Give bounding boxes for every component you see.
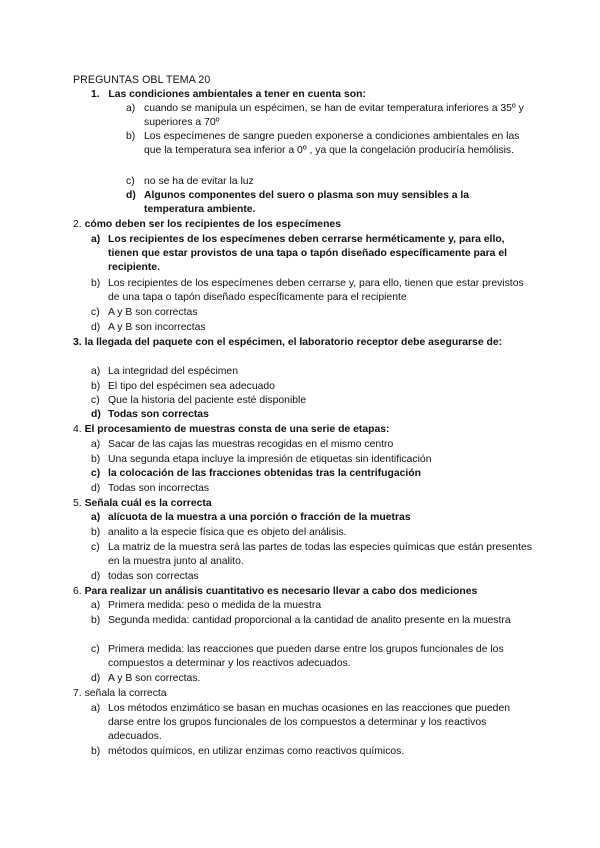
option-letter: a) xyxy=(91,600,101,611)
option-b xyxy=(91,277,536,305)
option-b xyxy=(91,453,536,467)
option-text: cuando se manipula un espécimen, se han de evitar temperatura inferiores a 35º y superiores a 70º xyxy=(144,103,524,129)
option-letter: a) xyxy=(91,439,101,450)
question-1 xyxy=(91,88,551,102)
option-text: Los métodos enzimático se basan en muchas ocasiones en las reacciones que pueden darse entre los grupos funcionales de los compuestos a determinar y los reactivos adecuados. xyxy=(108,703,511,743)
question-4 xyxy=(73,423,543,437)
question-text: la llegada del paquete con el espécimen, el laboratorio receptor debe asegurarse de: xyxy=(84,337,503,348)
option-letter: d) xyxy=(91,673,101,684)
option-text: A y B son incorrectas xyxy=(108,322,206,333)
question-text: Señala cuál es la correcta xyxy=(84,498,212,509)
question-number: 6. xyxy=(73,586,82,597)
option-a xyxy=(91,438,536,452)
question-number: 1. xyxy=(91,89,100,100)
option-text: Los recipientes de los especímenes deben cerrarse y, para ello, tienen que estar previstos de una tapa o tapón diseñado específicamente para el recipiente xyxy=(108,278,524,304)
option-text: Los especímenes de sangre pueden exponerse a condiciones ambientales en las que la temperatura sea inferior a 0º , ya que la congelación produciría hemólisis. xyxy=(144,131,520,157)
option-b xyxy=(91,614,536,628)
option-text: Una segunda etapa incluye la impresión de etiquetas sin identificación xyxy=(108,454,432,465)
option-text: Todas son correctas xyxy=(108,409,209,420)
option-a xyxy=(91,599,536,613)
option-text: Segunda medida: cantidad proporcional a la cantidad de analito presente en la muestra xyxy=(108,615,511,626)
option-letter: a) xyxy=(126,103,136,114)
option-text: Todas son incorrectas xyxy=(108,483,210,494)
option-letter: c) xyxy=(91,468,101,479)
option-letter: c) xyxy=(91,542,100,553)
option-text: Los recipientes de los especímenes deben cerrarse herméticamente y, para ello, tienen que estar provistos de una tapa o tapón diseñado específicamente para el recipiente. xyxy=(108,234,507,274)
option-letter: c) xyxy=(126,176,135,187)
option-letter: c) xyxy=(91,644,100,655)
question-number: 2. xyxy=(73,219,82,230)
question-text: Para realizar un análisis cuantitativo es necesario llevar a cabo dos mediciones xyxy=(84,586,478,597)
option-letter: d) xyxy=(91,322,101,333)
option-b xyxy=(91,745,536,759)
option-c xyxy=(126,175,526,189)
option-d xyxy=(91,570,536,584)
document-title: PREGUNTAS OBL TEMA 20 xyxy=(73,74,211,86)
option-letter: d) xyxy=(91,483,101,494)
option-text: la colocación de las fracciones obtenidas tras la centrifugación xyxy=(108,468,421,479)
option-d xyxy=(91,408,536,422)
option-letter: b) xyxy=(126,131,136,142)
option-text: alícuota de la muestra a una porción o fracción de la muetras xyxy=(108,512,411,523)
option-text: Primera medida: las reacciones que pueden darse entre los grupos funcionales de los compuestos a determinar y los reactivos adecuados. xyxy=(108,644,504,670)
option-letter: b) xyxy=(91,527,101,538)
option-a xyxy=(91,365,536,379)
question-text: Las condiciones ambientales a tener en cuenta son: xyxy=(108,89,366,100)
option-text: El tipo del espécimen sea adecuado xyxy=(108,381,275,392)
question-6 xyxy=(73,585,543,599)
option-letter: d) xyxy=(126,190,136,201)
question-number: 3. xyxy=(73,337,82,348)
option-text: A y B son correctas. xyxy=(108,673,201,684)
option-letter: c) xyxy=(91,307,100,318)
option-letter: d) xyxy=(91,571,101,582)
option-text: Algunos componentes del suero o plasma son muy sensibles a la temperatura ambiente. xyxy=(144,190,470,216)
option-c xyxy=(91,467,536,481)
question-2 xyxy=(73,218,543,232)
option-text: La integridad del espécimen xyxy=(108,366,238,377)
option-letter: a) xyxy=(91,512,101,523)
option-letter: a) xyxy=(91,703,101,714)
option-text: todas son correctas xyxy=(108,571,199,582)
option-d xyxy=(91,672,536,686)
option-text: no se ha de evitar la luz xyxy=(144,176,254,187)
option-letter: a) xyxy=(91,366,101,377)
question-number: 7. xyxy=(73,688,82,699)
option-letter: b) xyxy=(91,381,101,392)
option-text: métodos químicos, en utilizar enzimas como reactivos químicos. xyxy=(108,746,405,757)
option-text: Sacar de las cajas las muestras recogidas en el mismo centro xyxy=(108,439,394,450)
option-d xyxy=(91,321,536,335)
question-text: El procesamiento de muestras consta de una serie de etapas: xyxy=(84,424,390,435)
option-b xyxy=(91,526,536,540)
option-letter: c) xyxy=(91,395,100,406)
option-a xyxy=(91,233,536,276)
option-letter: a) xyxy=(91,234,101,245)
question-number: 4. xyxy=(73,424,82,435)
option-c xyxy=(91,394,536,408)
option-a xyxy=(126,102,536,130)
option-a xyxy=(91,702,536,745)
option-letter: b) xyxy=(91,278,101,289)
question-number: 5. xyxy=(73,498,82,509)
option-letter: d) xyxy=(91,409,101,420)
option-d xyxy=(126,189,516,217)
question-7 xyxy=(73,687,543,701)
option-a xyxy=(91,511,536,525)
question-text: cómo deben ser los recipientes de los especímenes xyxy=(84,219,341,230)
option-text: Que la historia del paciente esté disponible xyxy=(108,395,307,406)
option-text: Primera medida: peso o medida de la muestra xyxy=(108,600,322,611)
option-c xyxy=(91,306,536,320)
option-text: La matriz de la muestra será las partes de todas las especies químicas que están presentes en la muestra junto al analito. xyxy=(108,542,532,568)
question-5 xyxy=(73,497,543,511)
option-letter: b) xyxy=(91,746,101,757)
option-d xyxy=(91,482,536,496)
option-b xyxy=(91,380,536,394)
option-text: analito a la especie física que es objeto del análisis. xyxy=(108,527,347,538)
option-c xyxy=(91,643,536,671)
question-text: señala la correcta xyxy=(84,688,167,699)
option-letter: b) xyxy=(91,615,101,626)
question-3 xyxy=(73,336,543,350)
option-c xyxy=(91,541,536,569)
option-letter: b) xyxy=(91,454,101,465)
option-text: A y B son correctas xyxy=(108,307,198,318)
option-b xyxy=(126,130,526,158)
